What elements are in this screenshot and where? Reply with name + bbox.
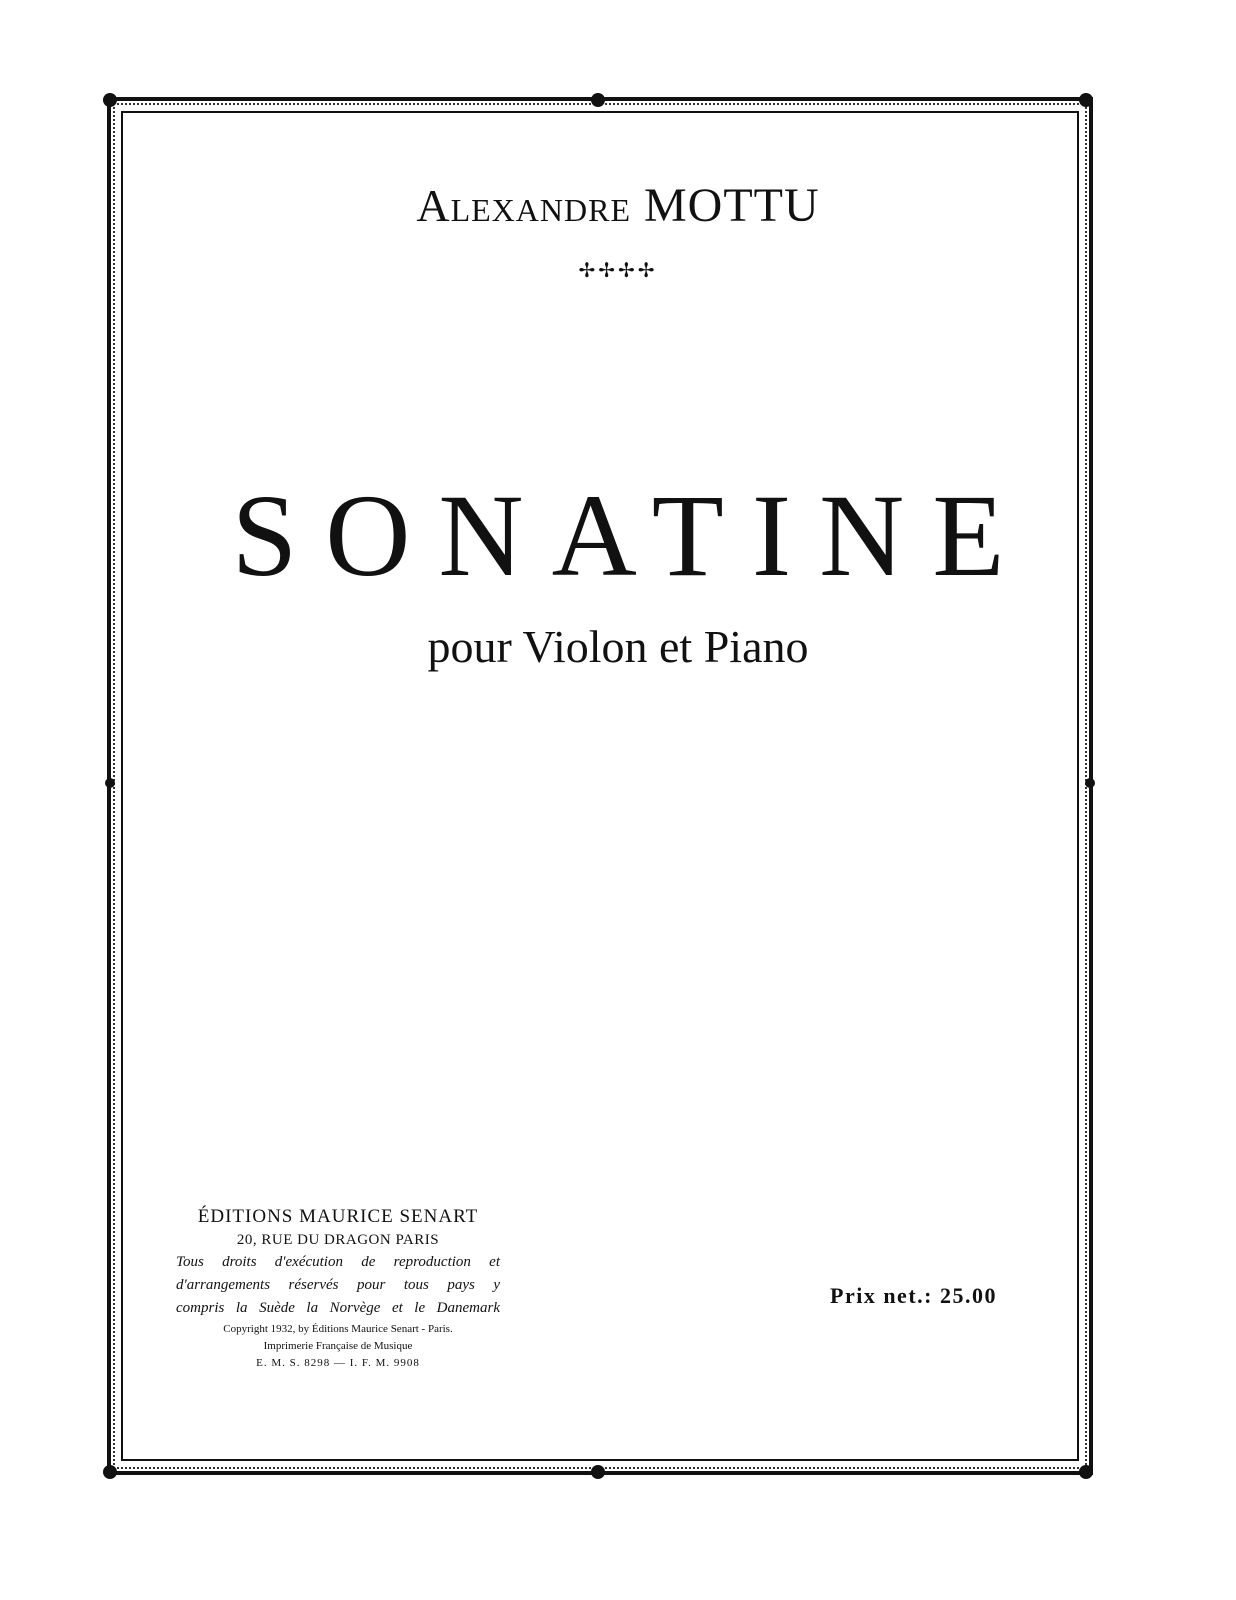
printer-name: Imprimerie Française de Musique — [263, 1340, 413, 1352]
composer-name — [0, 178, 1236, 233]
rights-line: d'arrangements réservés pour tous pays y — [176, 1277, 500, 1293]
publisher-address: 20, RUE DU DRAGON PARIS — [236, 1232, 440, 1248]
frame-ornament-top-left — [103, 93, 117, 107]
ornament-stars: ✢✢✢✢ — [578, 258, 658, 282]
publisher-block — [176, 1205, 500, 1372]
frame-ornament-bottom-right — [1079, 1465, 1093, 1479]
rights-line: compris la Suède la Norvège et le Danemark — [176, 1300, 500, 1316]
frame-ornament-bottom-left — [103, 1465, 117, 1479]
composer-last-name: MOTTU — [644, 179, 820, 232]
frame-ornament-top-right — [1079, 93, 1093, 107]
work-title: SONATINE — [231, 470, 1033, 601]
work-subtitle: pour Violon et Piano — [427, 621, 809, 672]
frame-ornament-bottom-center — [591, 1465, 605, 1479]
price: Prix net.: 25.00 — [830, 1283, 997, 1308]
rights-line: Tous droits d'exécution de reproduction et — [176, 1254, 500, 1270]
frame-ornament-left-middle — [105, 778, 115, 788]
frame-ornament-top-center — [591, 93, 605, 107]
plate-numbers: E. M. S. 8298 — I. F. M. 9908 — [256, 1357, 420, 1369]
composer-first-name: Alexandre — [416, 180, 631, 231]
publisher-name: ÉDITIONS MAURICE SENART — [197, 1206, 479, 1227]
frame-ornament-right-middle — [1085, 778, 1095, 788]
copyright-notice: Copyright 1932, by Éditions Maurice Senart - Paris. — [223, 1323, 453, 1335]
